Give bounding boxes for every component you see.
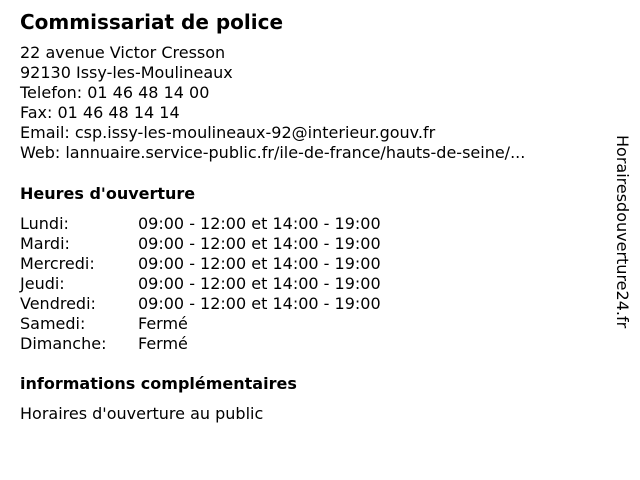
- time-value: 09:00 - 12:00 et 14:00 - 19:00: [138, 214, 381, 233]
- time-value: 09:00 - 12:00 et 14:00 - 19:00: [138, 254, 381, 273]
- hours-heading: Heures d'ouverture: [20, 184, 196, 203]
- time-value: 09:00 - 12:00 et 14:00 - 19:00: [138, 234, 381, 253]
- time-value: 09:00 - 12:00 et 14:00 - 19:00: [138, 294, 381, 313]
- hours-row-friday: [20, 294, 381, 314]
- time-value: Fermé: [138, 314, 188, 333]
- hours-row-monday: [20, 214, 381, 234]
- info-heading: informations complémentaires: [20, 374, 297, 393]
- fax-number: Fax: 01 46 48 14 14: [20, 103, 180, 122]
- email-address: Email: csp.issy-les-moulineaux-92@interieur.gouv.fr: [20, 123, 436, 142]
- address-city: 92130 Issy-les-Moulineaux: [20, 63, 233, 82]
- day-label: Vendredi:: [20, 294, 96, 313]
- day-label: Mardi:: [20, 234, 70, 253]
- day-label: Samedi:: [20, 314, 86, 333]
- day-label: Jeudi:: [20, 274, 65, 293]
- hours-row-thursday: [20, 274, 381, 294]
- website-link[interactable]: Web: lannuaire.service-public.fr/ile-de-france/hauts-de-seine/...: [20, 143, 526, 162]
- day-label: Dimanche:: [20, 334, 107, 353]
- time-value: Fermé: [138, 334, 188, 353]
- day-label: Mercredi:: [20, 254, 95, 273]
- hours-row-tuesday: [20, 234, 381, 254]
- hours-row-wednesday: [20, 254, 381, 274]
- hours-row-saturday: [20, 314, 381, 334]
- site-watermark: Horairesdouverture24.fr: [613, 135, 632, 329]
- phone-number: Telefon: 01 46 48 14 00: [20, 83, 210, 102]
- day-label: Lundi:: [20, 214, 69, 233]
- page-title: Commissariat de police: [20, 10, 284, 34]
- hours-table: [20, 214, 381, 354]
- time-value: 09:00 - 12:00 et 14:00 - 19:00: [138, 274, 381, 293]
- contact-block: [20, 43, 525, 163]
- hours-row-sunday: [20, 334, 381, 354]
- address-street: 22 avenue Victor Cresson: [20, 43, 226, 62]
- info-text: Horaires d'ouverture au public: [20, 404, 264, 423]
